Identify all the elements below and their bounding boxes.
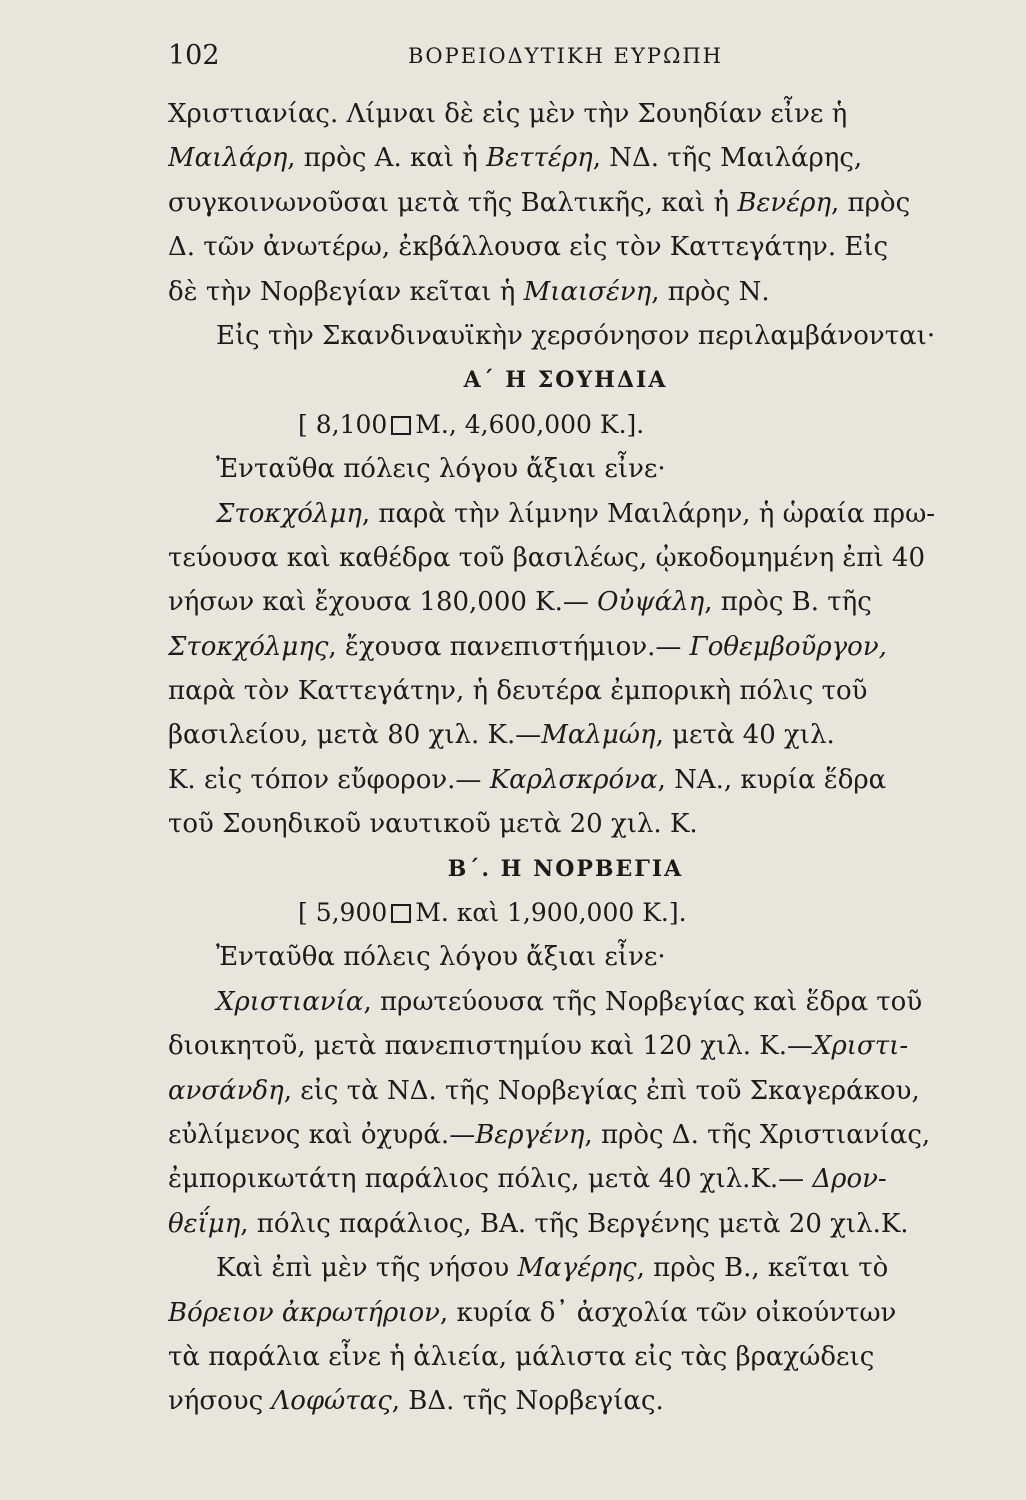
text-line: εὐλίμενος καὶ ὀχυρά.—Βεργένη, πρὸς Δ. τῆς Χριστιανίας, (168, 1119, 931, 1150)
text-line: Εἰς τὴν Σκανδιναυϊκὴν χερσόνησον περιλαμβάνονται· (216, 320, 936, 351)
text-line: Δ. τῶν ἀνωτέρω, ἐκβάλλουσα εἰς τὸν Καττεγάτην. Εἰς (168, 232, 889, 263)
page-number: 102 (168, 40, 220, 71)
square-symbol-icon (391, 416, 411, 435)
text-line: Στοκχόλμη, παρὰ τὴν λίμνην Μαιλάρην, ἡ ὡραία πρω- (216, 498, 936, 529)
text-line: Μαιλάρη, πρὸς Α. καὶ ἡ Βεττέρη, ΝΔ. τῆς Μαιλάρης, (168, 143, 863, 174)
text-line: Ἐνταῦθα πόλεις λόγου ἄξιαι εἶνε· (216, 942, 666, 973)
text-line: θεΐμη, πόλις παράλιος, ΒΑ. τῆς Βεργένης μετὰ 20 χιλ.Κ. (168, 1208, 909, 1239)
text-line: Χριστιανία, πρωτεύουσα τῆς Νορβεγίας καὶ ἕδρα τοῦ (216, 986, 923, 1017)
text-line: ανσάνδη, εἰς τὰ ΝΔ. τῆς Νορβεγίας ἐπὶ τοῦ Σκαγεράκου, (168, 1075, 920, 1106)
text-line: τεύουσα καὶ καθέδρα τοῦ βασιλέως, ᾠκοδομημένη ἐπὶ 40 (168, 542, 926, 573)
text-line: νήσους Λοφώτας, ΒΔ. τῆς Νορβεγίας. (168, 1386, 664, 1417)
running-title: ΒΟΡΕΙΟΔΥΤΙΚΗ ΕΥΡΩΠΗ (408, 44, 723, 68)
text-line: συγκοινωνοῦσαι μετὰ τῆς Βαλτικῆς, καὶ ἡ Βενέρη, πρὸς (168, 187, 911, 218)
text-line: Στοκχόλμης, ἔχουσα πανεπιστήμιον.— Γοθεμβοῦργον, (168, 631, 887, 662)
section-heading-sweden: Α΄ Η ΣΟΥΗΔΙΑ (463, 367, 668, 394)
sweden-statistics: [ 8,100 Μ., 4,600,000 Κ.]. (298, 409, 645, 439)
text-line: ἐμπορικωτάτη παράλιος πόλις, μετὰ 40 χιλ.Κ.— Δρον- (168, 1164, 887, 1195)
text-line: τὰ παράλια εἶνε ἡ ἁλιεία, μάλιστα εἰς τὰς βραχώδεις (168, 1341, 875, 1372)
text-line: Κ. εἰς τόπον εὔφορον.— Καρλσκρόνα, ΝΑ., κυρία ἕδρα (168, 764, 887, 795)
text-line: βασιλείου, μετὰ 80 χιλ. Κ.—Μαλμώη, μετὰ 40 χιλ. (168, 720, 835, 751)
text-line: Καὶ ἐπὶ μὲν τῆς νήσου Μαγέρης, πρὸς Β., κεῖται τὸ (216, 1253, 889, 1284)
section-heading-norway: Β΄. Η ΝΟΡΒΕΓΙΑ (447, 855, 684, 882)
text-line: παρὰ τὸν Καττεγάτην, ἡ δευτέρα ἐμπορικὴ πόλις τοῦ (168, 676, 868, 707)
text-line: τοῦ Σουηδικοῦ ναυτικοῦ μετὰ 20 χιλ. Κ. (168, 809, 698, 840)
body-text (168, 92, 963, 1424)
page-header (168, 40, 963, 80)
text-line: νήσων καὶ ἔχουσα 180,000 Κ.— Οὐψάλη, πρὸς Β. τῆς (168, 587, 872, 618)
text-line: δὲ τὴν Νορβεγίαν κεῖται ἡ Μιαισένη, πρὸς Ν. (168, 276, 770, 307)
text-line: Βόρειον ἀκρωτήριον, κυρία δ᾽ ἀσχολία τῶν οἰκούντων (168, 1297, 897, 1328)
text-line: Ἐνταῦθα πόλεις λόγου ἄξιαι εἶνε· (216, 454, 666, 485)
text-line: Χριστιανίας. Λίμναι δὲ εἰς μὲν τὴν Σουηδίαν εἶνε ἡ (168, 99, 848, 129)
square-symbol-icon (391, 904, 411, 923)
norway-statistics: [ 5,900 Μ. καὶ 1,900,000 Κ.]. (298, 898, 687, 928)
text-line: διοικητοῦ, μετὰ πανεπιστημίου καὶ 120 χιλ. Κ.—Χριστι- (168, 1031, 909, 1062)
